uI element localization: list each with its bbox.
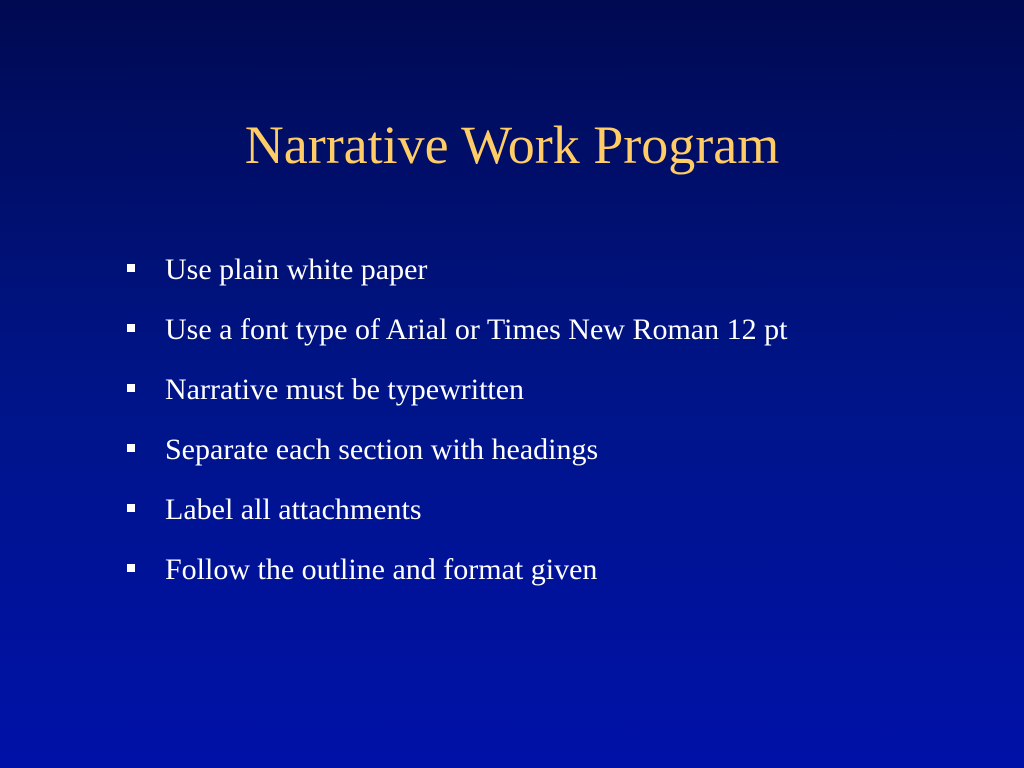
bullet-text: Label all attachments: [165, 493, 422, 526]
bullet-text: Use a font type of Arial or Times New Roman 12 pt: [165, 313, 788, 346]
square-bullet-icon: [127, 324, 135, 332]
bullet-item: [124, 240, 974, 300]
bullet-item: [124, 300, 974, 360]
square-bullet-icon: [127, 384, 135, 392]
bullet-item: [124, 360, 974, 420]
bullet-text: Separate each section with headings: [165, 433, 599, 466]
bullet-item: [124, 420, 974, 480]
slide-title: Narrative Work Program: [244, 115, 780, 175]
bullet-text: Narrative must be typewritten: [165, 373, 525, 406]
square-bullet-icon: [127, 444, 135, 452]
square-bullet-icon: [127, 264, 135, 272]
bullet-text: Use plain white paper: [165, 253, 428, 286]
bullet-item: [124, 480, 974, 540]
bullet-text: Follow the outline and format given: [165, 553, 598, 586]
square-bullet-icon: [127, 504, 135, 512]
bullet-list: [124, 240, 974, 600]
square-bullet-icon: [127, 564, 135, 572]
bullet-item: [124, 540, 974, 600]
